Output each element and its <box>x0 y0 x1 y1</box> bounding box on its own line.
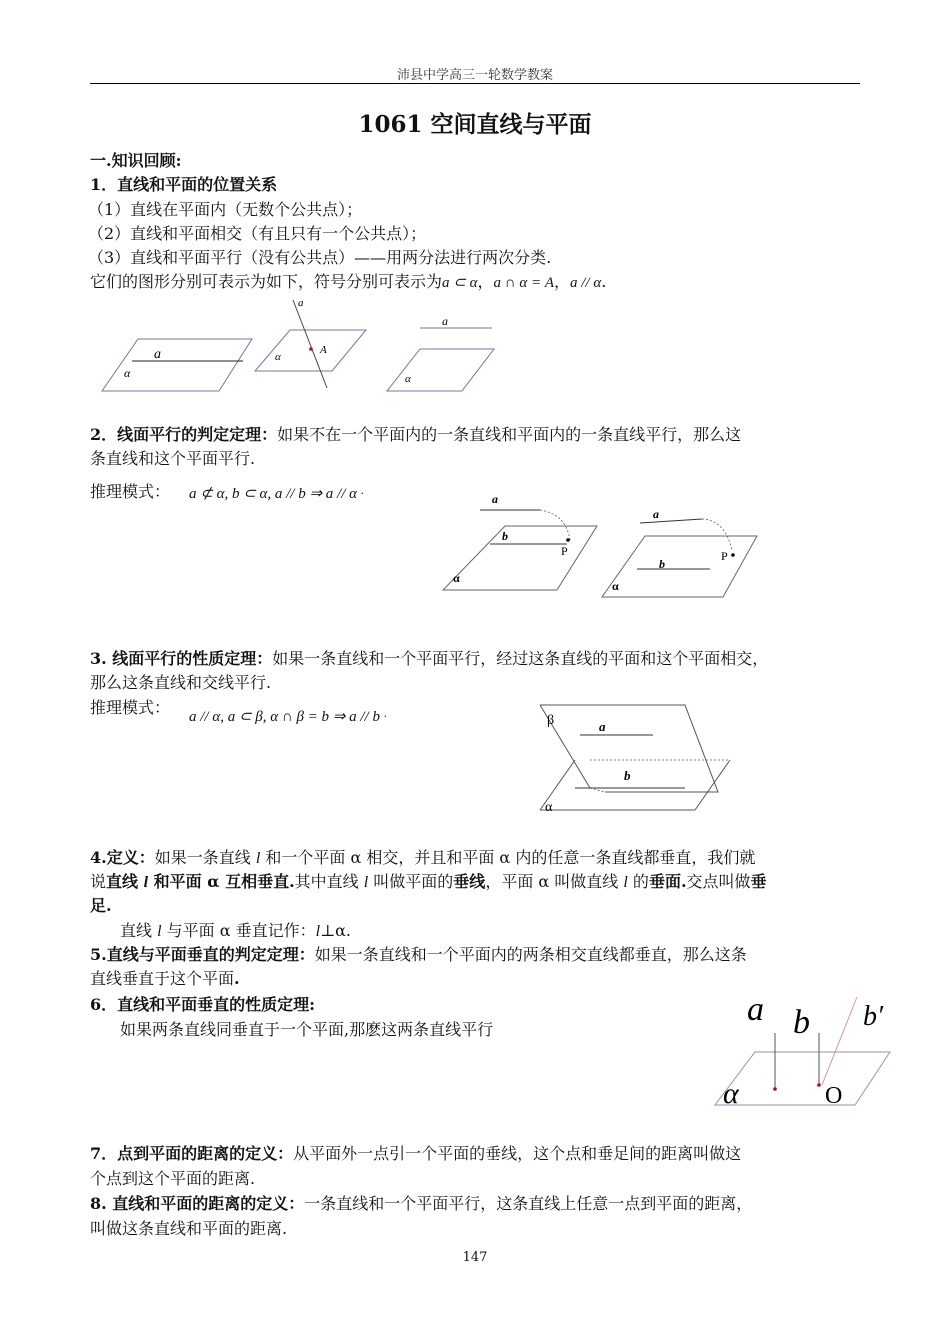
label-b-t2-right: b <box>659 557 665 571</box>
def7-line2: 个点到这个平面的距离. <box>90 1169 256 1188</box>
label-a-t6: a <box>747 991 764 1028</box>
label-a-2: a <box>298 297 304 309</box>
point-P-right <box>731 553 735 557</box>
symbols-intro: 它们的图形分别可表示为如下，符号分别可表示为 <box>90 272 443 291</box>
def4-line3: 足. <box>90 896 112 915</box>
symbols-line: 它们的图形分别可表示为如下，符号分别可表示为a ⊂ α，a ∩ α = A，a // α. <box>90 272 607 291</box>
point-O <box>817 1083 821 1087</box>
label-alpha-1: α <box>124 366 131 380</box>
theorem6-text: 如果两条直线同垂直于一个平面,那麽这两条直线平行 <box>120 1020 494 1039</box>
header-rule <box>90 83 860 84</box>
plane-alpha-right-edge <box>695 760 730 810</box>
plane-beta-hidden <box>590 788 605 792</box>
def4-line2: 说直线 l 和平面 α 互相垂直.其中直线 l 叫做平面的垂线，平面 α 叫做直线 l 的垂面.交点叫做垂 <box>90 872 767 891</box>
label-alpha-t2-left: α <box>453 571 460 585</box>
label-alpha-t3: α <box>545 800 553 815</box>
label-b-t6: b <box>793 1004 810 1041</box>
symbol-in-plane: a ⊂ α <box>442 275 478 291</box>
plane-1 <box>102 339 252 391</box>
position-figures <box>90 290 510 400</box>
theorem2-formula: a ⊄ α, b ⊂ α, a // b ⇒ a // α . <box>189 484 364 502</box>
case-1: （1）直线在平面内（无数个公共点）； <box>88 200 363 219</box>
label-O-t6: O <box>825 1083 843 1109</box>
plane-t2-right <box>602 536 757 597</box>
theorem3-line2: 那么这条直线和交线平行. <box>90 673 272 692</box>
label-a-3: a <box>442 314 448 328</box>
label-alpha-2: α <box>275 351 281 363</box>
label-a-t2-left: a <box>492 492 498 506</box>
case-3: （3）直线和平面平行（没有公共点）——用两分法进行两次分类. <box>88 248 552 267</box>
theorem3-line1: 3. 线面平行的性质定理：如果一条直线和一个平面平行，经过这条直线的平面和这个平面相交， <box>90 649 769 668</box>
label-b-t2-left: b <box>502 529 508 543</box>
def8-line1: 8. 直线和平面的距离的定义：一条直线和一个平面平行，这条直线上任意一点到平面的距离， <box>90 1194 753 1213</box>
theorem3-formula: a // α, a ⊂ β, α ∩ β = b ⇒ a // b . <box>189 707 387 725</box>
theorem2-line2: 条直线和这个平面平行. <box>90 449 256 468</box>
plane-3 <box>387 349 494 391</box>
label-alpha-t2-right: α <box>612 579 619 593</box>
label-A: A <box>320 344 327 356</box>
def8-line2: 叫做这条直线和平面的距离. <box>90 1219 288 1238</box>
def4-line1: 4.定义：如果一条直线 l 和一个平面 α 相交，并且和平面 α 内的任意一条直线都垂直，我们就 <box>90 848 756 867</box>
plane-alpha-t6 <box>715 1052 890 1105</box>
label-beta: β <box>547 713 555 728</box>
label-a-1: a <box>154 347 161 362</box>
theorem6-figure <box>705 985 905 1115</box>
def7-line1: 7．点到平面的距离的定义：从平面外一点引一个平面的垂线，这个点和垂足间的距离叫做这 <box>90 1144 742 1163</box>
foot-a <box>773 1087 777 1091</box>
label-P-left: P <box>561 544 568 558</box>
theorem2-mode-label: 推理模式： <box>90 482 171 501</box>
label-alpha-t6: α <box>723 1077 739 1110</box>
label-a-t3: a <box>599 719 606 734</box>
dashed-arc-left <box>540 510 570 540</box>
point-A <box>309 347 313 351</box>
plane-t2-left <box>443 526 597 590</box>
section-heading: 一.知识回顾: <box>90 151 182 170</box>
case-2: （2）直线和平面相交（有且只有一个公共点）； <box>88 224 427 243</box>
theorem5-line2: 直线垂直于这个平面. <box>90 969 240 988</box>
label-bprime-t6: b′ <box>863 1001 884 1032</box>
symbol-parallel: a // α <box>570 275 602 291</box>
label-b-t3: b <box>624 768 631 783</box>
theorem2-figures <box>440 490 770 605</box>
item1-title: 1．直线和平面的位置关系 <box>90 175 278 194</box>
page-title: 1061 空间直线与平面 <box>358 111 592 138</box>
page-number: 147 <box>462 1250 488 1265</box>
point-P-left <box>566 538 570 542</box>
theorem5-line1: 5.直线与平面垂直的判定定理：如果一条直线和一个平面内的两条相交直线都垂直，那么这条 <box>90 945 747 964</box>
theorem6-title: 6．直线和平面垂直的性质定理: <box>90 995 316 1014</box>
symbol-intersect: a ∩ α = A <box>493 275 554 291</box>
line-bprime-t6 <box>822 997 857 1085</box>
theorem2-line1: 2．线面平行的判定定理：如果不在一个平面内的一条直线和平面内的一条直线平行，那么这 <box>90 425 742 444</box>
dashed-arc-right <box>702 519 732 550</box>
theorem3-mode-label: 推理模式： <box>90 698 171 717</box>
label-a-t2-right: a <box>653 507 659 521</box>
label-alpha-3: α <box>405 373 411 385</box>
line-a-right <box>640 519 702 523</box>
page-header: 沛县中学高三一轮数学教案 <box>396 68 553 83</box>
theorem3-figure <box>535 700 745 825</box>
label-P-right: P <box>721 549 728 563</box>
def4-notation: 直线 l 与平面 α 垂直记作：l⊥α. <box>120 921 352 940</box>
